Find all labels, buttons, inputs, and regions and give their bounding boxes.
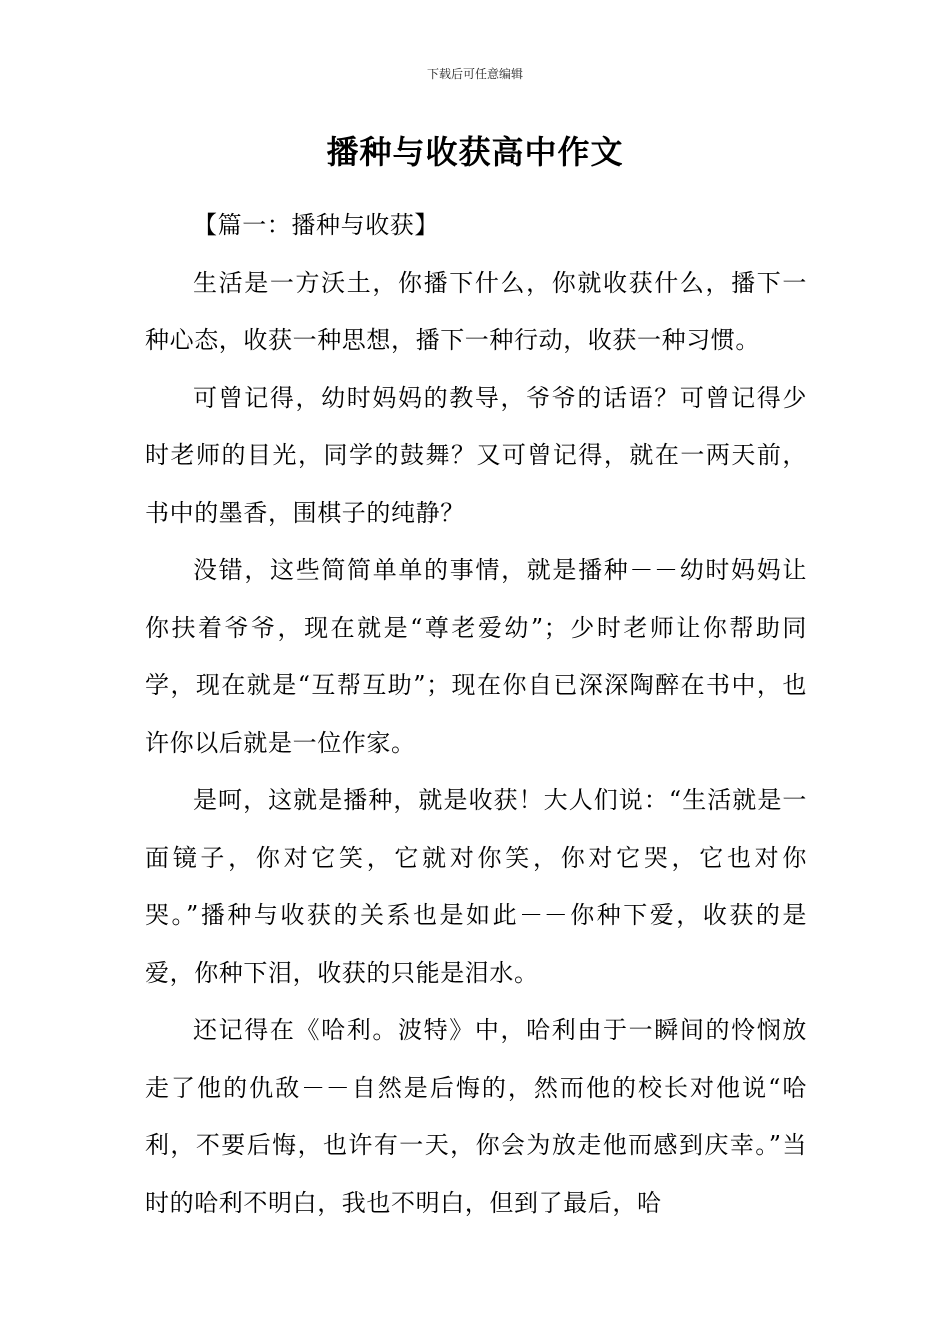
document-title: 播种与收获高中作文 (326, 133, 624, 171)
paragraph: 是呵，这就是播种，就是收获！大人们说：“生活就是一面镜子，你对它笑，它就对你笑，你对它哭，它也对你哭。”播种与收获的关系也是如此－－你种下爱，收获的是爱，你种下泪，收获的只能是泪水。 (145, 786, 807, 987)
paragraph: 还记得在《哈利。波特》中，哈利由于一瞬间的怜悯放走了他的仇敌－－自然是后悔的，然而他的校长对他说“哈利，不要后悔，也许有一天，你会为放走他而感到庆幸。”当时的哈利不明白，我也不明白，但到了最后，哈 (145, 1016, 807, 1217)
paragraph: 没错，这些简简单单的事情，就是播种－－幼时妈妈让你扶着爷爷，现在就是“尊老爱幼”；少时老师让你帮助同学，现在就是“互帮互助”；现在你自已深深陶醉在书中，也许你以后就是一位作家。 (145, 556, 807, 757)
paragraph: 可曾记得，幼时妈妈的教导，爷爷的话语？可曾记得少时老师的目光，同学的鼓舞？又可曾记得，就在一两天前，书中的墨香，围棋子的纯静？ (145, 383, 807, 527)
paragraph: 生活是一方沃土，你播下什么，你就收获什么，播下一种心态，收获一种思想，播下一种行动，收获一种习惯。 (145, 268, 807, 354)
document-body (145, 197, 807, 1232)
section-heading: 【篇一：播种与收获】 (193, 211, 439, 239)
header-note: 下载后可任意编辑 (426, 67, 523, 81)
